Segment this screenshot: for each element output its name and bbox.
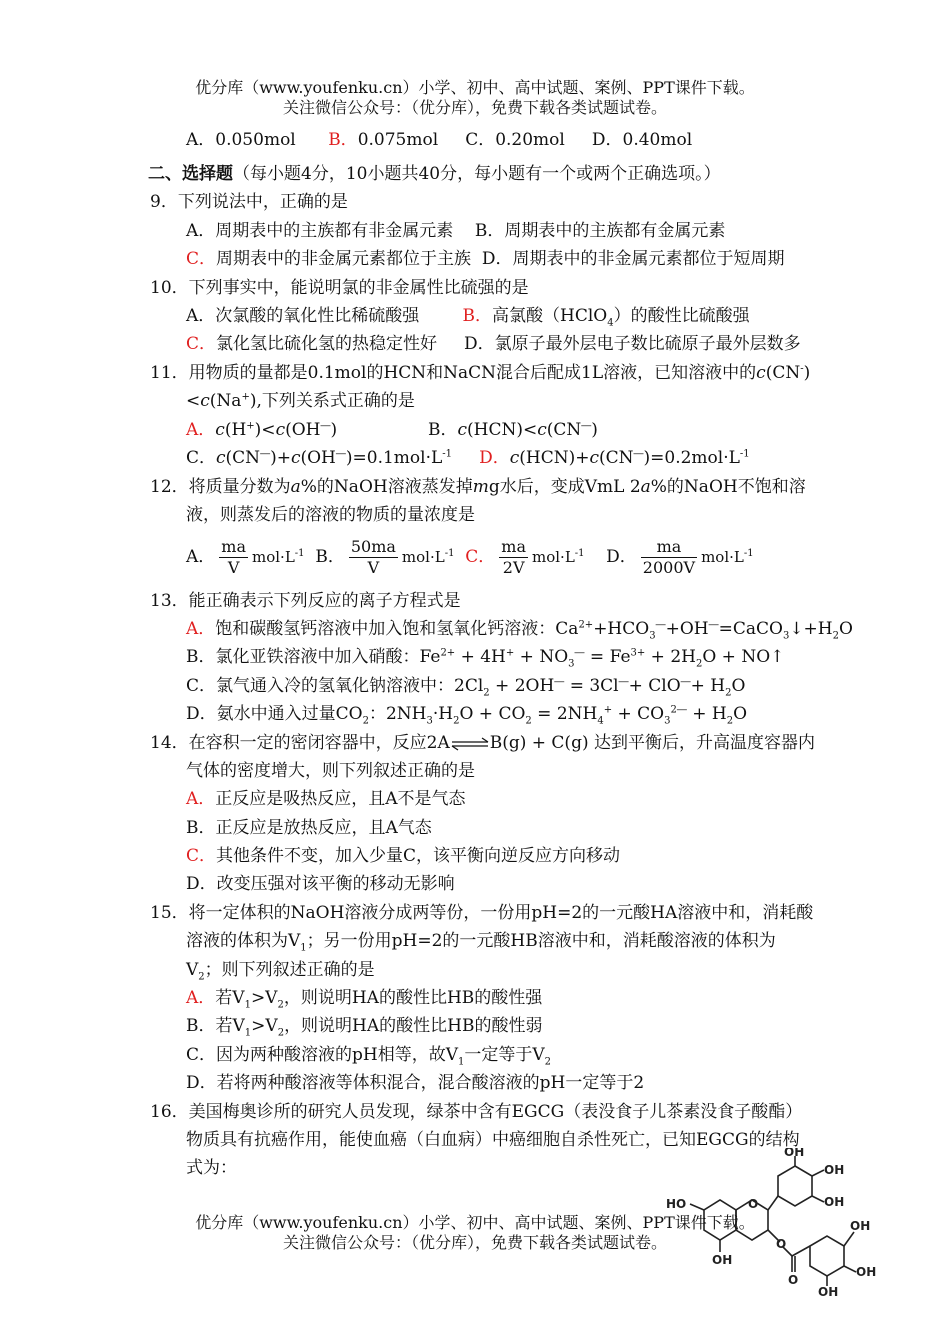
q12-c-den: 2V [502,558,525,577]
q14-option-a-text: 正反应是吸热反应，且A不是气态 [215,789,466,809]
q14-option-c [186,844,620,868]
q15-stem-line-3 [186,958,375,982]
q12-b-num: 50ma [350,537,396,556]
q12-option-d-letter: D． [606,547,637,567]
q15-option-d: D．若将两种酸溶液等体积混合，混合酸溶液的pH一定等于2 [186,1073,645,1093]
q13-option-d-sub: 2 [362,715,369,727]
q10-option-b-letter: B． [462,306,493,326]
q8-option-b-text: 0.075mol [357,130,439,150]
q12-stem-b: %的NaOH溶液蒸发掉 [300,477,473,497]
q9-stem: 9．下列说法中，正确的是 [150,192,348,212]
structure-oh-right-4: OH [856,1265,877,1279]
structure-oh-right-1: OH [824,1163,845,1177]
q10-option-a: A．次氯酸的氧化性比稀硫酸强 [186,306,420,326]
q12-b-unit-sup: -1 [444,548,455,559]
q10-option-b-sub: 4 [607,317,614,329]
q15-stem-line-2 [186,929,776,953]
q12-option-b-letter: B． [315,547,345,567]
footer-line-2: 关注微信公众号：（优分库），免费下载各类试题试卷。 [282,1233,667,1252]
q15-b-t3: ，则说明HA的酸性比HB的酸性弱 [284,1016,543,1036]
q13-option-d-colon: ： [368,704,386,724]
structure-oh-right-2: OH [824,1195,845,1209]
q11-option-b-letter: B． [428,420,458,440]
q9-ab [186,219,725,243]
q15-stem-sub2: 2 [198,971,205,983]
q14-stem-line-2: 气体的密度增大，则下列叙述正确的是 [186,761,475,781]
header-line-2: 关注微信公众号：（优分库），免费下载各类试题试卷。 [282,98,667,117]
q10-option-c-text: 氯化氢比硫化氢的热稳定性好 [216,334,438,354]
q12-d-den: 2000V [642,558,696,577]
q13-option-a-letter: A． [186,619,216,639]
q12-option-c-letter: C． [465,547,496,567]
q10-cd [186,332,801,356]
q12-d-num: ma [641,537,697,558]
q12-c-num: ma [501,537,526,556]
q15-stem-3a: V [186,960,199,980]
q12-option-a-fraction [219,537,248,578]
q11-option-a-text: c(H+)<c(OH―) [215,420,338,440]
q12-var-m: m [472,477,489,497]
q12-stem-c: g水后，变成VmL 2 [488,477,641,497]
structure-o-ring: O [748,1197,759,1211]
q15-option-a [186,986,542,1010]
q13-option-a-text: 饱和碳酸氢钙溶液中加入饱和氢氧化钙溶液： [215,619,556,639]
q12-d-unit [701,548,754,566]
q15-a-t2: >V [250,988,278,1008]
q15-c-sub2: 2 [544,1056,552,1068]
q12-stem-line-2: 液，则蒸发后的溶液的物质的量浓度是 [186,505,475,525]
q10-option-b-tail: ）的酸性比硫酸强 [613,306,750,326]
q13-option-b-text: B．氯化亚铁溶液中加入硝酸： [186,647,420,667]
q15-stem-line-1: 15．将一定体积的NaOH溶液分成两等份，一份用pH=2的一元酸HA溶液中和，消耗酸 [150,903,814,923]
q12-option-b-fraction [349,537,398,578]
q11-cd [186,446,750,470]
q15-stem-2a: 溶液的体积为V [186,931,301,951]
q10-option-b-text: 高氯酸（HClO [492,306,608,326]
q9-option-c-text: 周期表中的非金属元素都位于主族 [216,249,472,269]
section-2-desc: （每小题4分，10小题共40分，每小题有一个或两个正确选项。） [233,164,721,184]
q15-a-sub1: 1 [244,999,251,1011]
q14-stem-line-1 [150,731,815,755]
q12-stem-d: %的NaOH不饱和溶 [650,477,806,497]
q15-stem-sub1: 1 [300,942,307,954]
q14-option-a [186,787,466,811]
q16-stem-line-2: 物质具有抗癌作用，能使血癌（白血病）中癌细胞自杀性死亡，已知EGCG的结构 [186,1130,800,1150]
q12-a-num: ma [221,537,246,556]
q8-option-a: A．0.050mol [186,130,296,150]
q15-b-sub1: 1 [244,1027,252,1039]
q11-stem-tail: ,下列关系式正确的是 [256,391,415,411]
q12-option-a-letter: A． [186,547,216,567]
q12-a-den: V [227,558,240,577]
q9-cd [186,247,784,271]
q11-option-c-text: $c(CN^―)+c(OH^―)=0.1mol\cdot L^{-1}$ [216,448,453,468]
q15-option-b [186,1014,542,1038]
q11-option-b: B．c(HCN)<c(CN―) [428,420,598,440]
q14-stem-c: 达到平衡后，升高温度容器内 [594,733,815,753]
q13-option-c: C．氯气通入冷的氢氧化钠溶液中：$2Cl_2 + 2OH^― = 3Cl^―+ ClO^―+ H_2O$ [186,676,746,699]
q14-stem-b: B(g) + C(g) [489,733,589,753]
q15-c-t2: 一定等于V [464,1045,545,1065]
q15-stem-2b: ；另一份用pH=2的一元酸HB溶液中和，消耗酸溶液的体积为 [306,931,776,951]
q13-option-c-text: C．氯气通入冷的氢氧化钠溶液中： [186,676,455,696]
q15-b-t2: >V [251,1016,278,1036]
q12-d-unit-sup: -1 [743,548,754,559]
q14-option-c-text: 其他条件不变，加入少量C，该平衡向逆反应方向移动 [216,846,621,866]
q11-ab [186,418,598,442]
q15-option-c [186,1043,551,1067]
q15-c-sub1: 1 [458,1056,465,1068]
q12-d-unit-text: mol·L [701,548,744,566]
header-line-1: 优分库（www.youfenku.cn）小学、初中、高中试题、案例、PPT课件下载。 [195,78,755,97]
q12-a-unit-sup: -1 [294,548,305,559]
q14-option-a-letter: A． [186,789,216,809]
q11-stem-line-2: <c(Na+),下列关系式正确的是 [186,391,415,411]
q11-option-d-letter: D． [479,448,510,468]
q12-var-a: a [290,477,301,497]
structure-oh-bottom-left: OH [712,1253,733,1267]
q16-stem-line-1: 16．美国梅奥诊所的研究人员发现，绿茶中含有EGCG（表没食子儿茶素没食子酸酯） [150,1102,803,1122]
structure-o-ester: O [776,1237,787,1251]
footer-line-1: 优分库（www.youfenku.cn）小学、初中、高中试题、案例、PPT课件下载。 [195,1213,755,1232]
q11-option-c-letter: C． [186,448,217,468]
q15-a-t3: ，则说明HA的酸性比HB的酸性强 [283,988,543,1008]
q12-b-den: V [367,558,380,577]
q12-b-unit-text: mol·L [401,548,445,566]
structure-oh-bottom: OH [818,1285,839,1298]
q12-a-unit-text: mol·L [252,548,295,566]
q13-option-d-text: D．氨水中通入过量CO [186,704,363,724]
q12-option-c-fraction [499,537,528,578]
q15-option-a-letter: A． [186,988,216,1008]
q14-option-c-letter: C． [186,846,217,866]
q9-option-d: D．周期表中的非金属元素都位于短周期 [481,249,785,269]
q12-c-unit-text: mol·L [532,548,575,566]
structure-ho-left: HO [666,1197,687,1211]
q12-stem-line-1 [150,475,806,499]
q9-option-a: A．周期表中的主族都有非金属元素 [186,221,454,241]
q15-a-sub2: 2 [277,999,284,1011]
q11-option-d-text: $c(HCN)+c(CN^―)=0.2mol\cdot L^{-1}$ [509,448,750,468]
q15-b-sub2: 2 [277,1027,285,1039]
section-2-heading [148,162,721,186]
q15-stem-3b: ；则下列叙述正确的是 [204,960,375,980]
q8-option-b-letter: B． [328,130,358,150]
q14-option-d: D．改变压强对该平衡的移动无影响 [186,874,455,894]
q11-lt: < [186,391,201,411]
equilibrium-arrow-icon [450,737,490,751]
q10-option-c-letter: C． [186,334,217,354]
q13-option-d: D．氨水中通入过量$CO_2$：$2NH_3\cdot H_2O + CO_2 = 2NH_4^+ + CO_3^{2―} + H_2O$ [186,704,748,727]
q10-option-d: D．氯原子最外层电子数比硫原子最外层数多 [464,334,801,354]
q12-options [186,535,754,579]
q9-option-c-letter: C． [186,249,217,269]
q12-stem-a: 12．将质量分数为 [150,477,291,497]
q9-option-b: B．周期表中的主族都有金属元素 [474,221,726,241]
q8-options [186,128,692,152]
q12-option-d-fraction [641,537,697,578]
q12-c-unit-sup: -1 [574,548,585,559]
q8-option-c: C．0.20mol [465,130,565,150]
q14-stem-a: 14．在容积一定的密闭容器中，反应2A [150,733,450,753]
q11-option-a-letter: A． [186,420,216,440]
q12-b-unit [402,548,455,566]
q12-var-a-2: a [640,477,651,497]
q16-stem-line-3: 式为： [186,1158,237,1178]
q13-option-a: A．饱和碳酸氢钙溶液中加入饱和氢氧化钙溶液：$Ca^{2+}+HCO_3^―+OH^―=CaCO_3↓+H_2O$ [186,619,853,642]
q10-ab [186,304,750,328]
q8-option-d: D．0.40mol [591,130,693,150]
structure-oh-right-3: OH [850,1219,871,1233]
structure-oh-top: OH [784,1148,805,1159]
q12-c-unit [532,548,585,566]
q12-a-unit [252,548,305,566]
q13-option-b: B．氯化亚铁溶液中加入硝酸：$Fe^{2+} + 4H^+ + NO_3^― = Fe^{3+} + 2H_2O$ + NO↑ [186,647,785,670]
q10-stem: 10．下列事实中，能说明氯的非金属性比硫强的是 [150,278,529,298]
q15-a-t1: 若V [215,988,245,1008]
q15-b-t1: B．若V [186,1016,245,1036]
structure-o-carbonyl: O [788,1273,799,1287]
q11-stem-text: 11．用物质的量都是0.1mol的HCN和NaCN混合后配成1L溶液，已知溶液中的 [150,363,757,383]
q11-stem-line-1: 11．用物质的量都是0.1mol的HCN和NaCN混合后配成1L溶液，已知溶液中的c(CN-) [150,363,811,383]
section-2-title: 二、选择题 [148,164,233,184]
q13-stem: 13．能正确表示下列反应的离子方程式是 [150,591,461,611]
q15-c-t1: C．因为两种酸溶液的pH相等，故V [186,1045,458,1065]
q14-option-b: B．正反应是放热反应，且A气态 [186,818,432,838]
